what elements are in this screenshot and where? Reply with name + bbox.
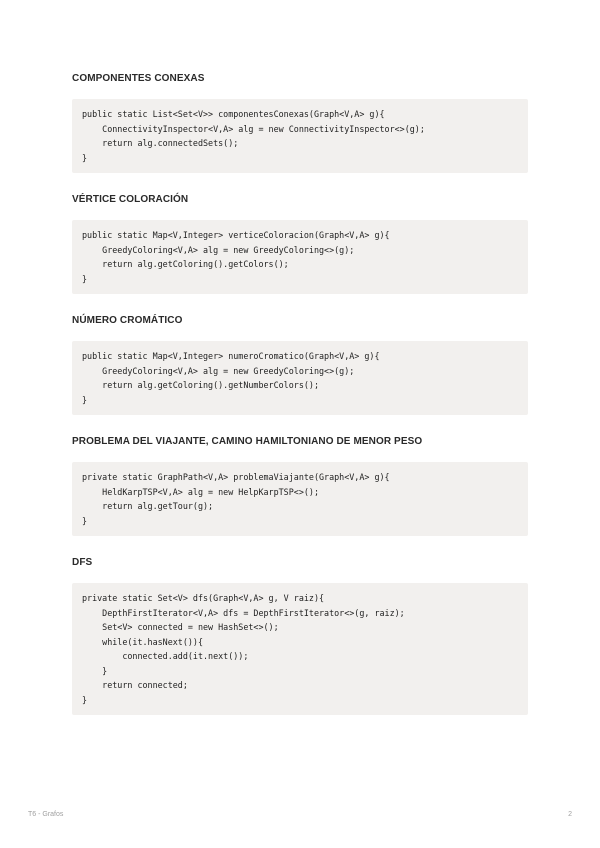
code-line: private static GraphPath<V,A> problemaViajante(Graph<V,A> g){ bbox=[82, 472, 390, 482]
code-line: } bbox=[82, 515, 88, 526]
code-line: return connected; bbox=[82, 680, 188, 690]
section-heading: DFS bbox=[72, 557, 93, 568]
code-line: return alg.getColoring().getColors(); bbox=[82, 259, 289, 269]
code-line: GreedyColoring<V,A> alg = new GreedyColoring<>(g); bbox=[82, 244, 355, 255]
code-line: DepthFirstIterator<V,A> dfs = DepthFirstIterator<>(g, raiz); bbox=[82, 607, 405, 618]
section-numero-cromatico bbox=[72, 314, 528, 415]
code-line: return alg.getTour(g); bbox=[82, 501, 214, 511]
section-heading: NÚMERO CROMÁTICO bbox=[72, 315, 183, 326]
code-line: } bbox=[82, 152, 88, 163]
section-heading: PROBLEMA DEL VIAJANTE, CAMINO HAMILTONIANO DE MENOR PESO bbox=[72, 436, 423, 447]
section-dfs bbox=[72, 556, 528, 715]
code-line: } bbox=[82, 694, 88, 705]
code-line: } bbox=[82, 394, 88, 405]
code-line: } bbox=[82, 665, 108, 676]
code-line: ConnectivityInspector<V,A> alg = new ConnectivityInspector<>(g); bbox=[82, 123, 425, 134]
code-line: while(it.hasNext()){ bbox=[82, 636, 204, 647]
section-heading: VÉRTICE COLORACIÓN bbox=[72, 194, 189, 205]
code-line: HeldKarpTSP<V,A> alg = new HelpKarpTSP<>(); bbox=[82, 486, 319, 497]
footer-page-number: 2 bbox=[568, 811, 572, 818]
code-line: return alg.getColoring().getNumberColors(); bbox=[82, 380, 319, 390]
code-line: private static Set<V> dfs(Graph<V,A> g, V raiz){ bbox=[82, 593, 325, 603]
code-block bbox=[72, 220, 528, 294]
section-componentes-conexas bbox=[72, 72, 528, 173]
code-line: GreedyColoring<V,A> alg = new GreedyColoring<>(g); bbox=[82, 365, 355, 376]
code-line: } bbox=[82, 273, 88, 284]
code-line: connected.add(it.next()); bbox=[82, 651, 249, 661]
code-line: Set<V> connected = new HashSet<>(); bbox=[82, 622, 279, 632]
code-line: public static Map<V,Integer> verticeColoracion(Graph<V,A> g){ bbox=[82, 230, 390, 240]
section-vertice-coloracion bbox=[72, 193, 528, 294]
code-block bbox=[72, 341, 528, 415]
code-block bbox=[72, 583, 528, 715]
footer-document-title: T6 - Grafos bbox=[28, 811, 64, 818]
code-line: public static List<Set<V>> componentesConexas(Graph<V,A> g){ bbox=[82, 109, 385, 119]
code-block bbox=[72, 462, 528, 536]
code-line: return alg.connectedSets(); bbox=[82, 138, 239, 148]
code-line: public static Map<V,Integer> numeroCromatico(Graph<V,A> g){ bbox=[82, 351, 380, 361]
section-heading: COMPONENTES CONEXAS bbox=[72, 73, 205, 84]
code-block bbox=[72, 99, 528, 173]
section-problema-viajante bbox=[72, 435, 528, 536]
